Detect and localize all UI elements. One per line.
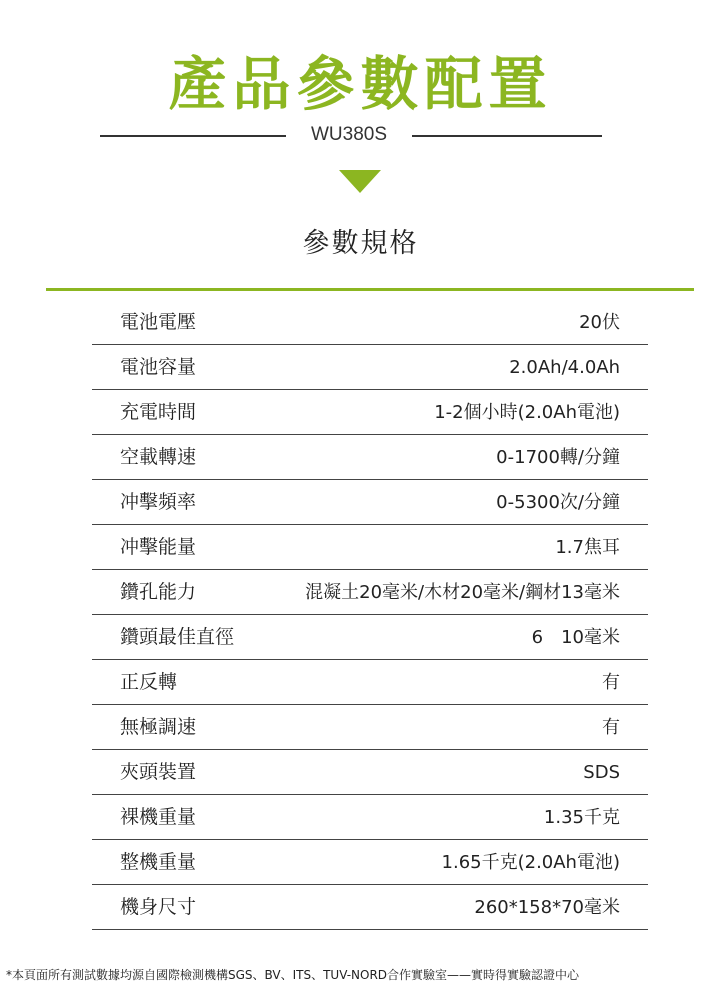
triangle-down-icon bbox=[339, 170, 381, 193]
divider-left bbox=[100, 135, 286, 137]
spec-table bbox=[92, 300, 648, 930]
spec-value: 2.0Ah/4.0Ah bbox=[509, 357, 620, 378]
spec-label: 夾頭裝置 bbox=[120, 761, 197, 783]
divider-right bbox=[412, 135, 602, 137]
footnote: *本頁面所有測試數據均源自國際檢測機構SGS、BV、ITS、TUV-NORD合作實驗室——實時得實驗認證中心 bbox=[6, 968, 580, 982]
spec-value: SDS bbox=[583, 762, 620, 783]
spec-value: 有 bbox=[602, 717, 620, 738]
section-subtitle: 參數規格 bbox=[302, 228, 419, 259]
spec-label: 正反轉 bbox=[120, 671, 178, 693]
spec-value: 0-1700轉/分鐘 bbox=[496, 447, 620, 468]
spec-value: 1.7焦耳 bbox=[555, 537, 620, 558]
spec-label: 冲擊能量 bbox=[120, 536, 197, 558]
model-number: WU380S bbox=[310, 124, 388, 145]
spec-value: 6 10毫米 bbox=[531, 627, 620, 648]
model-row bbox=[0, 120, 721, 150]
spec-row bbox=[92, 885, 648, 930]
spec-row bbox=[92, 300, 648, 345]
spec-row bbox=[92, 705, 648, 750]
header bbox=[0, 0, 721, 282]
spec-label: 整機重量 bbox=[120, 851, 197, 873]
spec-label: 鑽孔能力 bbox=[120, 581, 197, 603]
spec-row bbox=[92, 660, 648, 705]
spec-row bbox=[92, 615, 648, 660]
spec-value: 1.65千克(2.0Ah電池) bbox=[441, 852, 620, 873]
spec-value: 260*158*70毫米 bbox=[474, 897, 620, 918]
spec-row bbox=[92, 345, 648, 390]
spec-label: 裸機重量 bbox=[120, 806, 197, 828]
spec-row bbox=[92, 390, 648, 435]
accent-rule bbox=[46, 288, 694, 291]
spec-row bbox=[92, 750, 648, 795]
spec-row bbox=[92, 570, 648, 615]
spec-value: 1.35千克 bbox=[543, 807, 620, 828]
spec-label: 電池容量 bbox=[120, 356, 197, 378]
spec-label: 無極調速 bbox=[120, 716, 197, 738]
spec-label: 電池電壓 bbox=[120, 311, 197, 333]
spec-row bbox=[92, 840, 648, 885]
spec-value: 20伏 bbox=[579, 312, 620, 333]
spec-row bbox=[92, 795, 648, 840]
page-title: 產品參數配置 bbox=[168, 50, 553, 118]
spec-label: 充電時間 bbox=[120, 401, 197, 423]
spec-value: 0-5300次/分鐘 bbox=[496, 492, 620, 513]
spec-value: 有 bbox=[602, 672, 620, 693]
spec-label: 冲擊頻率 bbox=[120, 491, 197, 513]
spec-value: 1-2個小時(2.0Ah電池) bbox=[434, 402, 620, 423]
spec-row bbox=[92, 480, 648, 525]
spec-row bbox=[92, 525, 648, 570]
spec-label: 空載轉速 bbox=[120, 446, 197, 468]
spec-value: 混凝土20毫米/木材20毫米/鋼材13毫米 bbox=[305, 582, 620, 603]
spec-row bbox=[92, 435, 648, 480]
spec-label: 機身尺寸 bbox=[120, 896, 197, 918]
spec-label: 鑽頭最佳直徑 bbox=[120, 626, 235, 648]
